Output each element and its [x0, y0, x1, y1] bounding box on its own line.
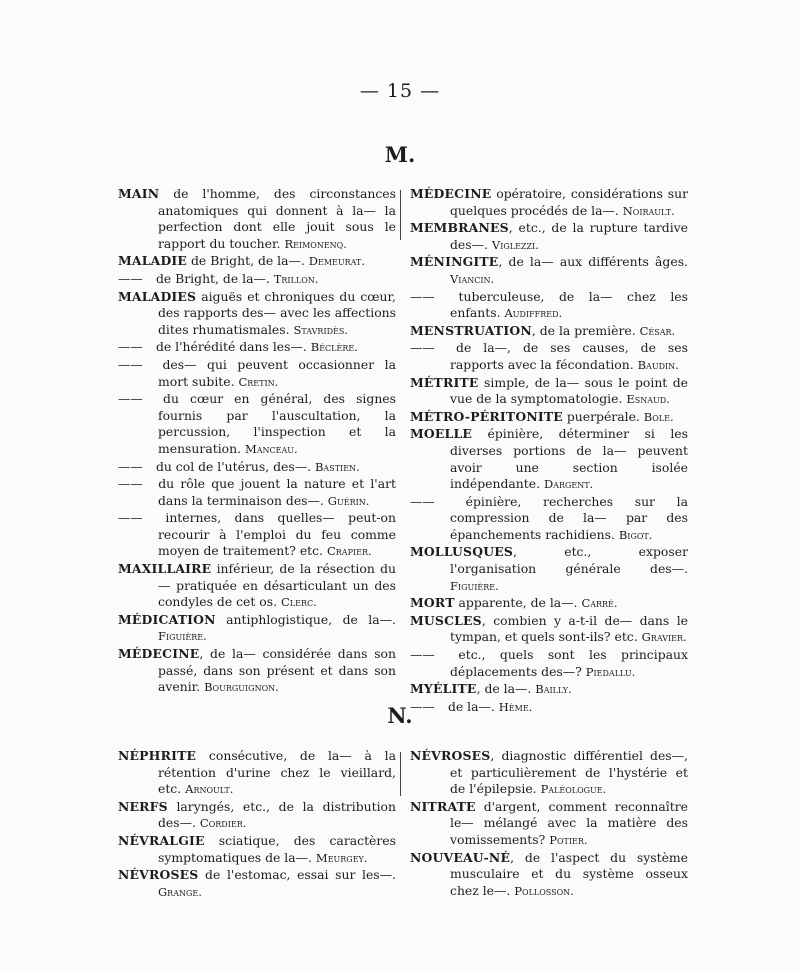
index-entry — [410, 375, 688, 408]
entry-text: , diagnostic différentiel des—, et particulièrement de l'hystérie et de l'épilepsie. — [450, 748, 688, 797]
entry-author: Audiffred. — [504, 306, 563, 321]
entry-author: Manceau. — [244, 441, 298, 456]
entry-text: , de la—. — [476, 681, 536, 697]
index-entry — [410, 254, 688, 287]
rule-m — [400, 190, 401, 240]
ditto-dash: —— — [118, 391, 143, 407]
entry-text: d'argent, comment reconnaître le— mélangé avec la matière des vomissements? — [450, 798, 688, 847]
entry-author: Esnaud. — [626, 392, 670, 407]
ditto-dash: —— — [118, 510, 143, 526]
index-entry — [118, 561, 396, 611]
index-entry — [118, 799, 396, 832]
entry-author: Meurgey. — [315, 850, 368, 865]
entry-author: Béclère. — [310, 340, 358, 355]
entry-author: César. — [639, 323, 676, 338]
entry-text: de l'hérédité dans les—. — [152, 339, 311, 355]
entry-headword: MÉDECINE — [410, 186, 492, 201]
entry-author: Bole. — [643, 409, 674, 424]
entry-author: Cretin. — [238, 374, 279, 389]
column-right-n — [410, 748, 688, 900]
index-entry — [410, 544, 688, 594]
entry-author: Bigot. — [618, 527, 653, 542]
entry-text: du rôle que jouent la nature et l'art dans la terminaison des—. — [152, 476, 396, 508]
entry-text: opératoire, considérations sur quelques procédés de la—. — [450, 186, 688, 218]
index-entry — [118, 867, 396, 900]
entry-headword: NERFS — [118, 798, 168, 814]
entry-author: Reimonenq. — [284, 236, 347, 251]
entry-text: aiguës et chroniques du cœur, des rapports des— avec les affections dites rhumatismales. — [158, 288, 396, 337]
index-entry — [118, 186, 396, 252]
entry-author: Viancin. — [450, 271, 495, 286]
ditto-dash: —— — [410, 647, 435, 663]
index-entry — [410, 340, 688, 373]
index-entry — [410, 681, 688, 698]
ditto-dash: —— — [118, 476, 143, 492]
entry-author: Crapier. — [326, 544, 372, 559]
entry-author: Bastien. — [314, 459, 360, 474]
index-entry — [118, 391, 396, 457]
index-entry — [118, 748, 396, 798]
entry-text: antiphlogistique, de la—. — [215, 611, 396, 627]
entry-headword: MÉNINGITE — [410, 254, 499, 270]
entry-author: Gravier. — [641, 630, 687, 645]
entry-text: , etc., de la rupture tardive des—. — [450, 220, 688, 252]
entry-headword: NÉVROSES — [410, 748, 491, 763]
entry-author: Bailly. — [535, 682, 572, 697]
entry-author: Guérin. — [327, 493, 370, 508]
entry-headword: MALADIES — [118, 288, 197, 304]
column-left-n — [118, 748, 396, 901]
ditto-dash: —— — [118, 339, 143, 355]
ditto-dash: —— — [410, 340, 435, 356]
index-entry — [118, 459, 396, 476]
index-entry — [410, 799, 688, 849]
entry-headword: MYÉLITE — [410, 681, 477, 697]
entry-author: Figuière. — [158, 629, 207, 644]
entry-headword: MENSTRUATION — [410, 322, 532, 338]
entry-headword: MEMBRANES — [410, 220, 509, 236]
entry-headword: MÉTRITE — [410, 374, 479, 390]
entry-text: des— qui peuvent occasionner la mort subite. — [152, 356, 396, 389]
page-number: — 15 — — [359, 80, 441, 102]
ditto-dash: —— — [118, 270, 143, 286]
ditto-dash: —— — [410, 698, 435, 714]
entry-text: épinière, déterminer si les diverses portions de la— peuvent avoir une section isolée indépendante. — [450, 426, 688, 492]
entry-headword: MOELLE — [410, 426, 473, 442]
entry-author: Noirault. — [622, 203, 675, 218]
section-letter-m: M. — [384, 142, 416, 167]
entry-headword: NÉVRALGIE — [118, 832, 205, 848]
entry-headword: NITRATE — [410, 798, 476, 814]
index-entry — [118, 476, 396, 509]
entry-text: puerpérale. — [562, 408, 644, 424]
ditto-dash: —— — [118, 356, 143, 372]
entry-text: , de la première. — [531, 322, 640, 338]
entry-headword: MALADIE — [118, 253, 188, 269]
index-entry — [410, 647, 688, 680]
entry-text: apparente, de la—. — [454, 595, 582, 611]
entry-text: tuberculeuse, de la— chez les enfants. — [444, 288, 688, 321]
entry-author: Hème. — [498, 699, 533, 714]
column-right-m — [410, 186, 688, 716]
index-entry — [410, 426, 688, 492]
ditto-dash: —— — [118, 458, 143, 474]
index-entry — [410, 220, 688, 253]
entry-text: de Bright, de la—. — [187, 253, 309, 269]
entry-text: consécutive, de la— à la rétention d'urine chez le vieillard, etc. — [158, 748, 396, 797]
entry-author: Carré. — [581, 596, 618, 611]
entry-headword: MÉDICATION — [118, 611, 216, 627]
entry-headword: MUSCLES — [410, 612, 482, 628]
entry-text: internes, dans quelles— peut-on recourir à l'emploi du feu comme moyen de traitement? etc. — [152, 510, 396, 559]
index-entry — [410, 409, 688, 426]
entry-headword: MOLLUSQUES — [410, 544, 514, 560]
entry-author: Stavridès. — [293, 322, 349, 337]
entry-text: , etc., exposer l'organisation générale des—. — [450, 544, 688, 577]
entry-text: , combien y a-t-il de— dans le tympan, et quels sont-ils? etc. — [450, 612, 688, 645]
entry-author: Demeurat. — [308, 254, 365, 269]
entry-text: du col de l'utérus, des—. — [152, 458, 315, 474]
entry-author: Trillon. — [273, 271, 319, 286]
entry-author: Baudin. — [637, 357, 679, 372]
index-entry — [410, 595, 688, 612]
index-entry — [410, 850, 688, 900]
index-entry — [410, 289, 688, 322]
entry-text: sciatique, des caractères symptomatiques de la—. — [158, 832, 396, 865]
entry-text: , de la— aux différents âges. — [498, 254, 688, 270]
entry-text: de la—. — [444, 698, 499, 714]
entry-author: Arnoult. — [185, 782, 234, 797]
entry-text: laryngés, etc., de la distribution des—. — [158, 798, 396, 831]
entry-author: Clerc. — [281, 595, 317, 610]
entry-author: Dargent. — [543, 477, 594, 492]
entry-text: de l'estomac, essai sur les—. — [198, 867, 396, 883]
entry-text: , de la— considérée dans son passé, dans son présent et dans son avenir. — [158, 646, 396, 695]
index-entry — [118, 271, 396, 288]
index-entry — [118, 833, 396, 866]
entry-text: de la—, de ses causes, de ses rapports avec la fécondation. — [444, 340, 688, 372]
entry-text: etc., quels sont les principaux déplacements des—? — [444, 647, 688, 679]
index-entry — [410, 494, 688, 544]
entry-text: simple, de la— sous le point de vue de la symptomatologie. — [450, 374, 688, 407]
entry-text: , de l'aspect du système musculaire et du système osseux chez le—. — [450, 849, 688, 898]
index-entry — [118, 357, 396, 390]
index-entry — [118, 253, 396, 270]
ditto-dash: —— — [410, 493, 435, 509]
index-entry — [410, 748, 688, 798]
index-entry — [118, 339, 396, 356]
index-entry — [118, 646, 396, 696]
entry-author: Potier. — [549, 832, 588, 847]
index-entry — [118, 289, 396, 339]
rule-n — [400, 752, 401, 796]
ditto-dash: —— — [410, 288, 435, 304]
entry-author: Viglezzi. — [491, 237, 539, 252]
entry-headword: NÉVROSES — [118, 867, 199, 883]
index-entry — [118, 612, 396, 645]
entry-headword: MAIN — [118, 186, 160, 201]
entry-text: de l'homme, des circonstances anatomiques qui donnent à la— la perfection dont elle jouit sous le rapport du toucher. — [158, 186, 396, 251]
entry-author: Grange. — [158, 884, 202, 899]
entry-author: Pollosson. — [514, 883, 574, 898]
entry-headword: MÉTRO-PÉRITONITE — [410, 408, 563, 424]
entry-author: Cordier. — [199, 816, 247, 831]
entry-author: Figuière. — [450, 578, 499, 593]
entry-headword: MAXILLAIRE — [118, 561, 212, 577]
index-entry — [410, 186, 688, 219]
entry-author: Paléologue. — [540, 782, 607, 797]
section-letter-n: N. — [387, 703, 413, 728]
entry-headword: MORT — [410, 595, 455, 611]
entry-author: Piedallu. — [585, 664, 636, 679]
entry-text: inférieur, de la résection du— pratiquée en désarticulant un des condyles de cet os. — [158, 561, 396, 610]
index-entry — [410, 613, 688, 646]
index-entry — [410, 323, 688, 340]
entry-headword: NÉPHRITE — [118, 748, 197, 763]
entry-author: Bourguignon. — [204, 680, 279, 695]
entry-text: de Bright, de la—. — [152, 270, 274, 286]
entry-headword: NOUVEAU-NÉ — [410, 849, 511, 865]
column-left-m — [118, 186, 396, 697]
index-entry — [118, 510, 396, 560]
entry-headword: MÉDECINE — [118, 646, 200, 662]
entry-text: épinière, recherches sur la compression de la— par des épanchements rachidiens. — [444, 493, 688, 542]
entry-text: du cœur en général, des signes fournis par l'auscultation, la percussion, l'inspection et la mensuration. — [152, 391, 396, 456]
